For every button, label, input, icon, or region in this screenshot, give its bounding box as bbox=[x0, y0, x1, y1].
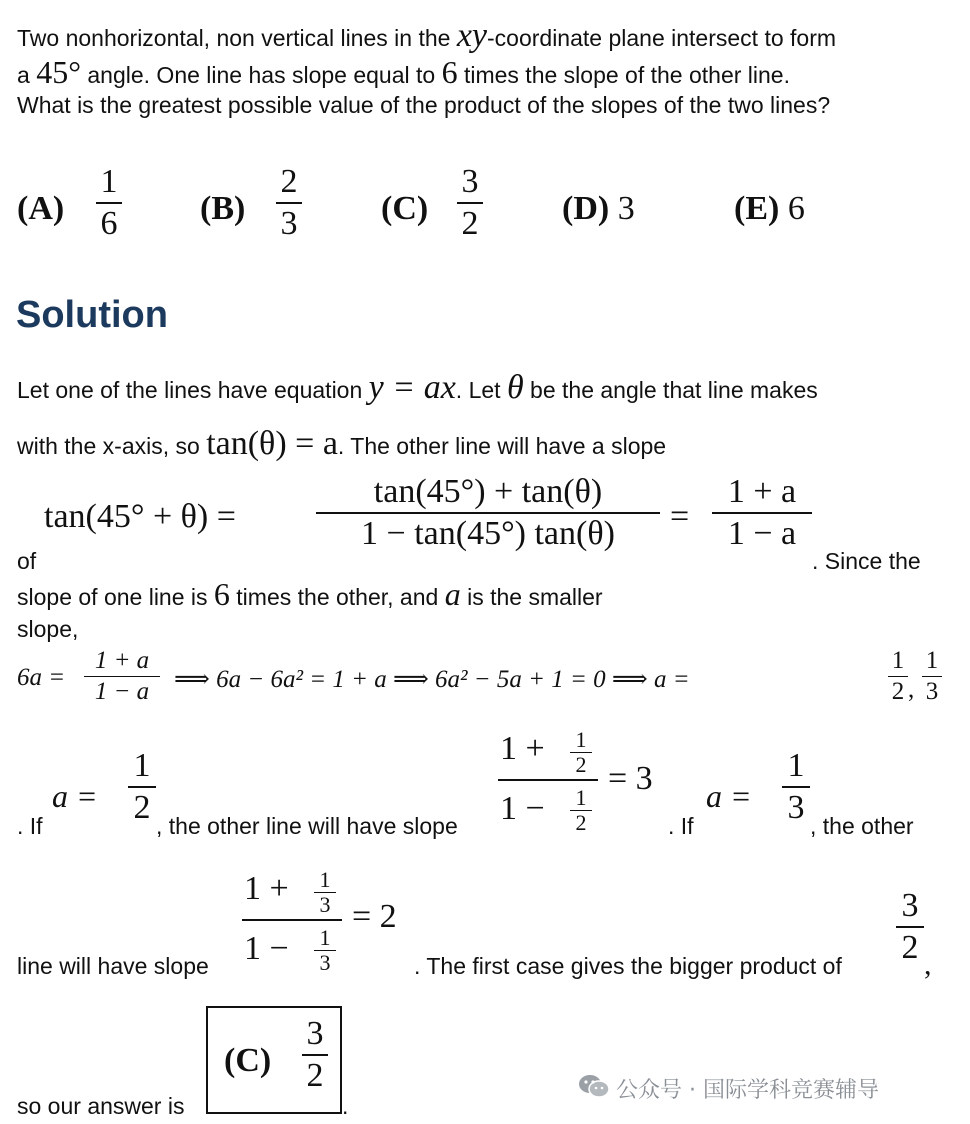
of-label: of bbox=[17, 548, 37, 574]
solution-line-5: slope, bbox=[17, 616, 79, 642]
choice-b-fraction: 2 3 bbox=[276, 162, 302, 244]
watermark-text: 公众号 · 国际学科竞赛辅导 bbox=[616, 1078, 879, 1103]
product-text: . The first case gives the bigger product of bbox=[414, 953, 842, 979]
choice-a-label: (A) bbox=[17, 190, 65, 227]
choice-b-label: (B) bbox=[200, 190, 246, 227]
eq-chain: ⟹ 6a − 6a² = 1 + a ⟹ 6a² − 5a + 1 = 0 ⟹ a = bbox=[174, 666, 690, 693]
case1-if: . If bbox=[17, 813, 43, 839]
problem-line-2: a 45° angle. One line has slope equal to 6 times the slope of the other line. bbox=[17, 54, 790, 90]
eq-6a: 6a = bbox=[17, 664, 66, 691]
case2-result: = 2 bbox=[352, 898, 397, 935]
problem-line-1: Two nonhorizontal, non vertical lines in the xy-coordinate plane intersect to form bbox=[17, 17, 837, 54]
case2-text: , the other bbox=[810, 813, 914, 839]
choice-e: (E) 6 bbox=[734, 190, 805, 227]
solution-line-4: slope of one line is 6 times the other, and a is the smaller bbox=[17, 576, 603, 612]
wechat-icon bbox=[578, 1073, 610, 1099]
tan-sum-fraction: tan(45°) + tan(θ) 1 − tan(45°) tan(θ) bbox=[316, 472, 660, 554]
case1-a-eq: a = bbox=[52, 778, 98, 814]
choice-d: (D) 3 bbox=[562, 190, 635, 227]
case1-a-fraction: 1 2 bbox=[128, 746, 156, 828]
case2-a-fraction: 1 3 bbox=[782, 746, 810, 828]
case2-slope-fraction: 1 + 1 3 1 − 1 3 bbox=[242, 868, 344, 978]
case1-result: = 3 bbox=[608, 760, 653, 797]
choice-a-fraction: 1 6 bbox=[96, 162, 122, 244]
answer-box bbox=[206, 1006, 342, 1114]
case2-a-eq: a = bbox=[706, 778, 752, 814]
answer-fraction: 3 2 bbox=[302, 1014, 328, 1096]
product-fraction: 3 2 bbox=[896, 886, 924, 968]
eq-fraction: 1 + a 1 − a bbox=[84, 646, 160, 707]
equals-sign: = bbox=[670, 498, 690, 535]
eq-root-half: 1 2 bbox=[888, 646, 908, 707]
tan-lhs: tan(45° + θ) = bbox=[44, 498, 236, 535]
slope-fraction: 1 + a 1 − a bbox=[712, 472, 812, 554]
case1-text: , the other line will have slope bbox=[156, 813, 458, 839]
choice-c-fraction: 3 2 bbox=[457, 162, 483, 244]
case2-if: . If bbox=[668, 813, 694, 839]
problem-line-3: What is the greatest possible value of the product of the slopes of the two lines? bbox=[17, 92, 831, 118]
product-comma: , bbox=[924, 948, 932, 981]
since-text: . Since the bbox=[812, 548, 921, 574]
answer-text: so our answer is bbox=[17, 1093, 185, 1119]
case2-slope-text: line will have slope bbox=[17, 953, 209, 979]
solution-line-1: Let one of the lines have equation y = ax. Let θ be the angle that line makes bbox=[17, 369, 818, 406]
eq-comma: , bbox=[908, 676, 915, 703]
solution-line-2: with the x-axis, so tan(θ) = a. The other line will have a slope bbox=[17, 425, 667, 462]
answer-period: . bbox=[342, 1093, 349, 1119]
answer-label: (C) bbox=[224, 1042, 272, 1079]
eq-root-third: 1 3 bbox=[922, 646, 942, 707]
case1-slope-fraction: 1 + 1 2 1 − 1 2 bbox=[498, 728, 600, 838]
solution-heading: Solution bbox=[16, 294, 168, 336]
choice-c-label: (C) bbox=[381, 190, 429, 227]
